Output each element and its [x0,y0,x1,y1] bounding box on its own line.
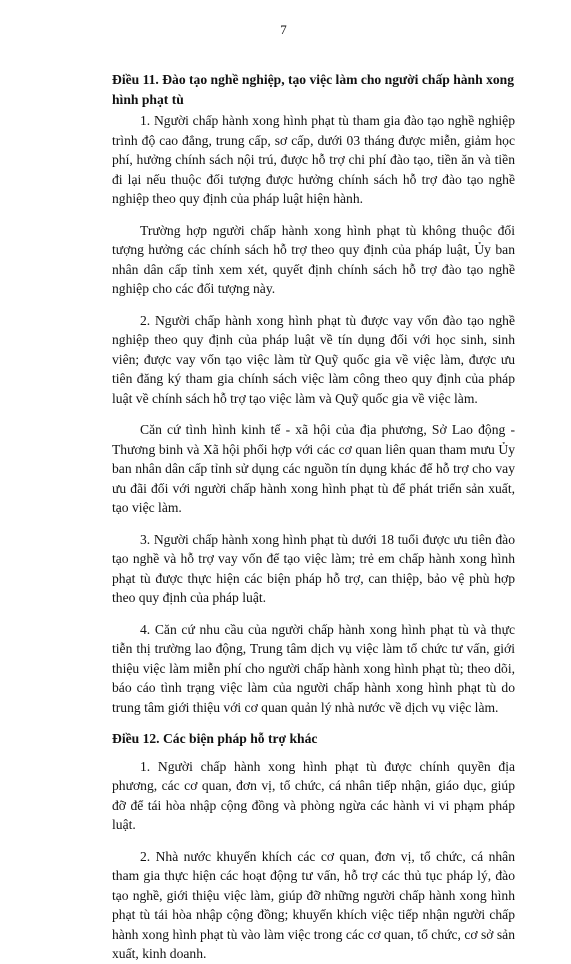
page-number: 7 [280,22,287,37]
article-12-paragraph-1: 1. Người chấp hành xong hình phạt tù được chính quyền địa phương, các cơ quan, đơn vị, tổ chức, cá nhân tiếp nhận, giáo dục, giúp đỡ để tái hòa nhập cộng đồng và phòng ngừa các hành vi vi phạm pháp luật. [112,758,515,832]
article-11-paragraph-1: 1. Người chấp hành xong hình phạt tù tham gia đào tạo nghề nghiệp trình độ cao đẳng, trung cấp, sơ cấp, dưới 03 tháng được miễn, giảm học phí, hưởng chính sách nội trú, được hỗ trợ chi phí đào tạo, tiền ăn và tiền đi lại nếu thuộc đối tượng được hưởng chính sách hỗ trợ đào tạo nghề nghiệp theo quy định của pháp luật hiện hành. [112,113,515,206]
article-11-heading: Điều 11. Đào tạo nghề nghiệp, tạo việc làm cho người chấp hành xong hình phạt tù [112,72,515,107]
article-11-paragraph-2: Trường hợp người chấp hành xong hình phạt tù không thuộc đối tượng hưởng các chính sách hỗ trợ theo quy định của pháp luật, Ủy ban nhân dân cấp tỉnh xem xét, quyết định chính sách hỗ trợ đào tạo nghề nghiệp cho các đối tượng này. [112,222,515,296]
article-11-paragraph-4: Căn cứ tình hình kinh tế - xã hội của địa phương, Sở Lao động - Thương binh và Xã hội phối hợp với các cơ quan liên quan tham mưu Ủy ban nhân dân cấp tỉnh sử dụng các nguồn tín dụng khác để hỗ trợ cho vay ưu đãi đối với người chấp hành xong hình phạt tù để phát triển sản xuất, tạo việc làm. [112,422,515,515]
article-12-paragraph-2: 2. Nhà nước khuyến khích các cơ quan, đơn vị, tổ chức, cá nhân tham gia thực hiện các hoạt động tư vấn, hỗ trợ các thủ tục pháp lý, đào tạo nghề, giới thiệu việc làm, giúp đỡ những người chấp hành xong hình phạt tù tái hòa nhập cộng đồng; khuyến khích việc tiếp nhận người chấp hành xong hình phạt tù vào làm việc trong các cơ quan, tổ chức, cơ sở sản xuất, kinh doanh. [112,848,515,961]
article-11-paragraph-3: 2. Người chấp hành xong hình phạt tù được vay vốn đào tạo nghề nghiệp theo quy định của pháp luật về tín dụng đối với học sinh, sinh viên; được vay vốn tạo việc làm từ Quỹ quốc gia về việc làm, được ưu tiên đăng ký tham gia chính sách việc làm công theo quy định của pháp luật về chính sách hỗ trợ tạo việc làm và Quỹ quốc gia về việc làm. [112,312,515,406]
article-12-heading: Điều 12. Các biện pháp hỗ trợ khác [112,731,318,746]
article-11-paragraph-6: 4. Căn cứ nhu cầu của người chấp hành xong hình phạt tù và thực tiễn thị trường lao động, Trung tâm dịch vụ việc làm tổ chức tư vấn, giới thiệu việc làm miễn phí cho người chấp hành xong hình phạt tù; theo dõi, báo cáo tình trạng việc làm của người chấp hành xong hình phạt tù do trung tâm giới thiệu với cơ quan quản lý nhà nước về dịch vụ việc làm. [112,621,515,715]
article-11-paragraph-5: 3. Người chấp hành xong hình phạt tù dưới 18 tuổi được ưu tiên đào tạo nghề và hỗ trợ vay vốn để tạo việc làm; trẻ em chấp hành xong hình phạt tù được thực hiện các biện pháp hỗ trợ, can thiệp, bảo vệ phù hợp theo quy định của pháp luật. [112,531,515,605]
